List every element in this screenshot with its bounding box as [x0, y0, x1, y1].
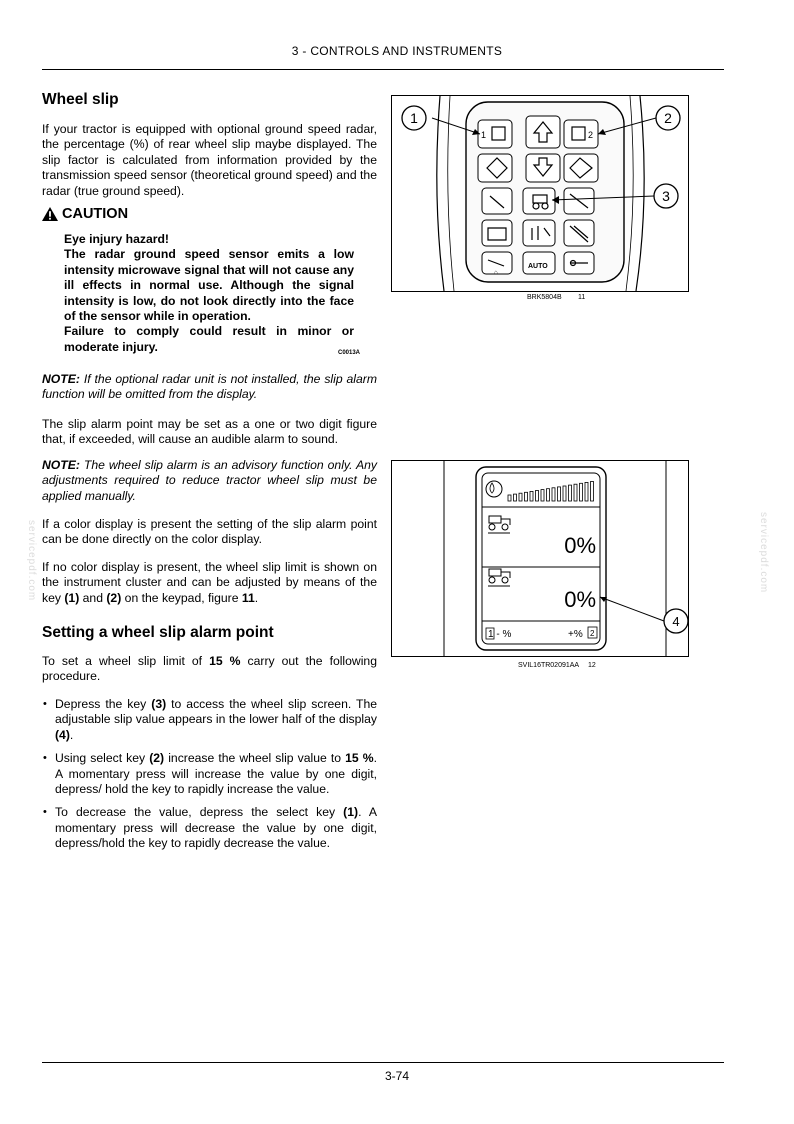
- text-run: on the keypad, figure: [121, 590, 242, 605]
- caution-body: [64, 232, 354, 355]
- caution-line-2: The radar ground speed sensor emits a low intensity microwave signal that will not cause any ill effects in normal use. Although the signal intensity is low, do not look directly into the face of the sensor while in operation.: [64, 247, 354, 324]
- text-run: increase the wheel slip value to: [164, 751, 346, 766]
- caution-code: C0013A: [338, 350, 361, 356]
- callout-1: 1: [410, 110, 418, 126]
- header-rule: [42, 69, 724, 70]
- text-run: Depress the key: [55, 697, 152, 711]
- section-heading-wheel-slip: Wheel slip: [42, 91, 119, 108]
- page-header: 3 - CONTROLS AND INSTRUMENTS: [291, 44, 503, 58]
- key-ref: (1): [343, 805, 359, 820]
- svg-text:⌂: ⌂: [494, 270, 498, 276]
- note-lead: NOTE:: [42, 372, 80, 386]
- warning-triangle-icon: [42, 207, 58, 221]
- text-run: .: [69, 727, 74, 742]
- slip-value-lower: 0%: [564, 587, 596, 612]
- list-item: [42, 697, 377, 743]
- display-illustration: [392, 461, 688, 656]
- key-ref: (2): [106, 590, 122, 605]
- key-ref: (3): [151, 697, 167, 711]
- para-slip-alarm: The slip alarm point may be set as a one or two digit figure that, if exceeded, will cause an audible alarm to sound.: [42, 417, 377, 447]
- key-ref: (1): [64, 590, 80, 605]
- text-run: If no color display is present, the wheel slip limit is shown on the instrument cluster and can be adjusted by means of the key: [42, 560, 377, 605]
- callout-3: 3: [662, 188, 670, 204]
- text-run: . A momentary press will increase the value by one digit, depress/ hold the key to rapidly increase the value.: [55, 751, 378, 797]
- procedure-list: [42, 697, 377, 860]
- figure-display: [391, 460, 689, 657]
- para-no-color-display: [42, 560, 377, 606]
- text-run: To set a wheel slip limit of: [42, 654, 210, 668]
- slip-value-upper: 0%: [564, 533, 596, 558]
- para-color-display: If a color display is present the setting of the slip alarm point can be done directly on the color display.: [42, 517, 377, 547]
- figure-ref: 11: [241, 590, 255, 605]
- text-run: .: [254, 590, 259, 605]
- value-ref: 15 %: [209, 654, 241, 668]
- keypad-illustration: [392, 96, 688, 291]
- key-label-2: 2: [588, 130, 594, 140]
- list-item: [42, 751, 377, 797]
- note-advisory: [42, 458, 377, 504]
- key-label-1: 1: [481, 130, 487, 140]
- caution-label: CAUTION: [62, 206, 129, 222]
- value-ref: 15 %: [345, 751, 374, 766]
- callout-2: 2: [664, 110, 672, 126]
- plus-key-number: 2: [590, 629, 595, 638]
- key-ref: (2): [149, 751, 165, 766]
- caution-line-3: Failure to comply could result in minor or moderate injury.: [64, 324, 354, 354]
- footer-rule: [42, 1062, 724, 1063]
- note-text: If the optional radar unit is not installed, the slip alarm function will be omitted from the display.: [42, 372, 378, 402]
- key-ref: (4): [55, 727, 70, 742]
- figure12-number: 12: [588, 662, 596, 669]
- note-lead: NOTE:: [42, 458, 80, 472]
- figure11-code: BRK5804B: [527, 294, 562, 301]
- alarm-point-intro: [42, 654, 377, 685]
- page-number: 3-74: [384, 1069, 410, 1083]
- watermark-left: servicepdf.com: [26, 520, 37, 602]
- text-run: Using select key: [55, 751, 150, 766]
- text-run: carry out the following procedure.: [42, 654, 377, 684]
- wheel-slip-intro: If your tractor is equipped with optional ground speed radar, the percentage (%) of rear wheel slip maybe displayed. The slip factor is calculated from information provided by the transmission speed sensor (theoretical ground speed) and the radar (true ground speed).: [42, 122, 377, 198]
- watermark-right: servicepdf.com: [758, 512, 769, 594]
- callout-4: 4: [672, 614, 680, 629]
- text-run: to access the wheel slip screen. The adjustable slip value appears in the lower half of the display: [55, 697, 378, 727]
- note-radar: [42, 372, 377, 403]
- minus-key-label: 1 - %: [488, 629, 512, 640]
- figure12-code: SVIL16TR02091AA: [518, 662, 580, 669]
- caution-line-1: Eye injury hazard!: [64, 232, 169, 246]
- caution-title: [42, 206, 128, 222]
- auto-key-label: AUTO: [528, 263, 548, 270]
- note-text: The wheel slip alarm is an advisory function only. Any adjustments required to reduce tractor wheel slip must be applied manually.: [42, 458, 377, 503]
- section-heading-alarm-point: Setting a wheel slip alarm point: [42, 624, 274, 641]
- text-run: and: [79, 590, 107, 605]
- text-run: To decrease the value, depress the select key: [55, 805, 344, 820]
- list-item: [42, 805, 377, 851]
- text-run: . A momentary press will decrease the value by one digit, depress/hold the key to rapidly decrease the value.: [55, 805, 377, 851]
- figure-keypad: [391, 95, 689, 292]
- figure11-number: 11: [578, 294, 586, 301]
- plus-key-label: +%: [568, 629, 583, 640]
